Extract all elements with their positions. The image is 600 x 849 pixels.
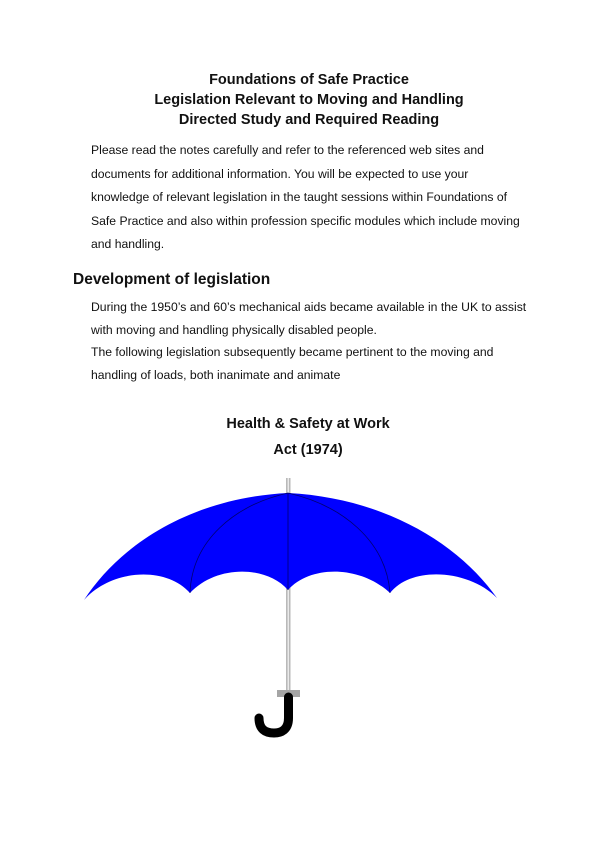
umbrella-icon [0, 470, 600, 740]
section-line: with moving and handling physically disabled people. [91, 322, 377, 337]
section-line: The following legislation subsequently became pertinent to the moving and [91, 345, 494, 359]
title-line-1: Foundations of Safe Practice [209, 72, 409, 88]
section-heading: Development of legislation [73, 271, 271, 288]
umbrella-handle [259, 697, 289, 733]
title-line-3: Directed Study and Required Reading [178, 112, 440, 128]
intro-line: Safe Practice and also within profession specific modules which include moving [91, 213, 520, 228]
intro-line: documents for additional information. You will be expected to use your [91, 166, 469, 181]
intro-paragraph [91, 139, 541, 257]
section-line: During the 1950’s and 60’s mechanical aids became available in the UK to assist [91, 300, 527, 314]
caption-line-1: Health & Safety at Work [226, 416, 390, 432]
intro-line: Please read the notes carefully and refer to the referenced web sites and [91, 143, 484, 157]
intro-line: and handling. [91, 237, 165, 251]
document-title [0, 70, 600, 130]
section-line: handling of loads, both inanimate and animate [91, 367, 341, 382]
figure-caption [0, 411, 600, 463]
intro-line: knowledge of relevant legislation in the taught sessions within Foundations of [91, 190, 507, 204]
section-body [91, 296, 551, 386]
umbrella-canopy [84, 493, 497, 600]
caption-line-2: Act (1974) [273, 442, 343, 458]
title-line-2: Legislation Relevant to Moving and Handling [154, 92, 464, 108]
